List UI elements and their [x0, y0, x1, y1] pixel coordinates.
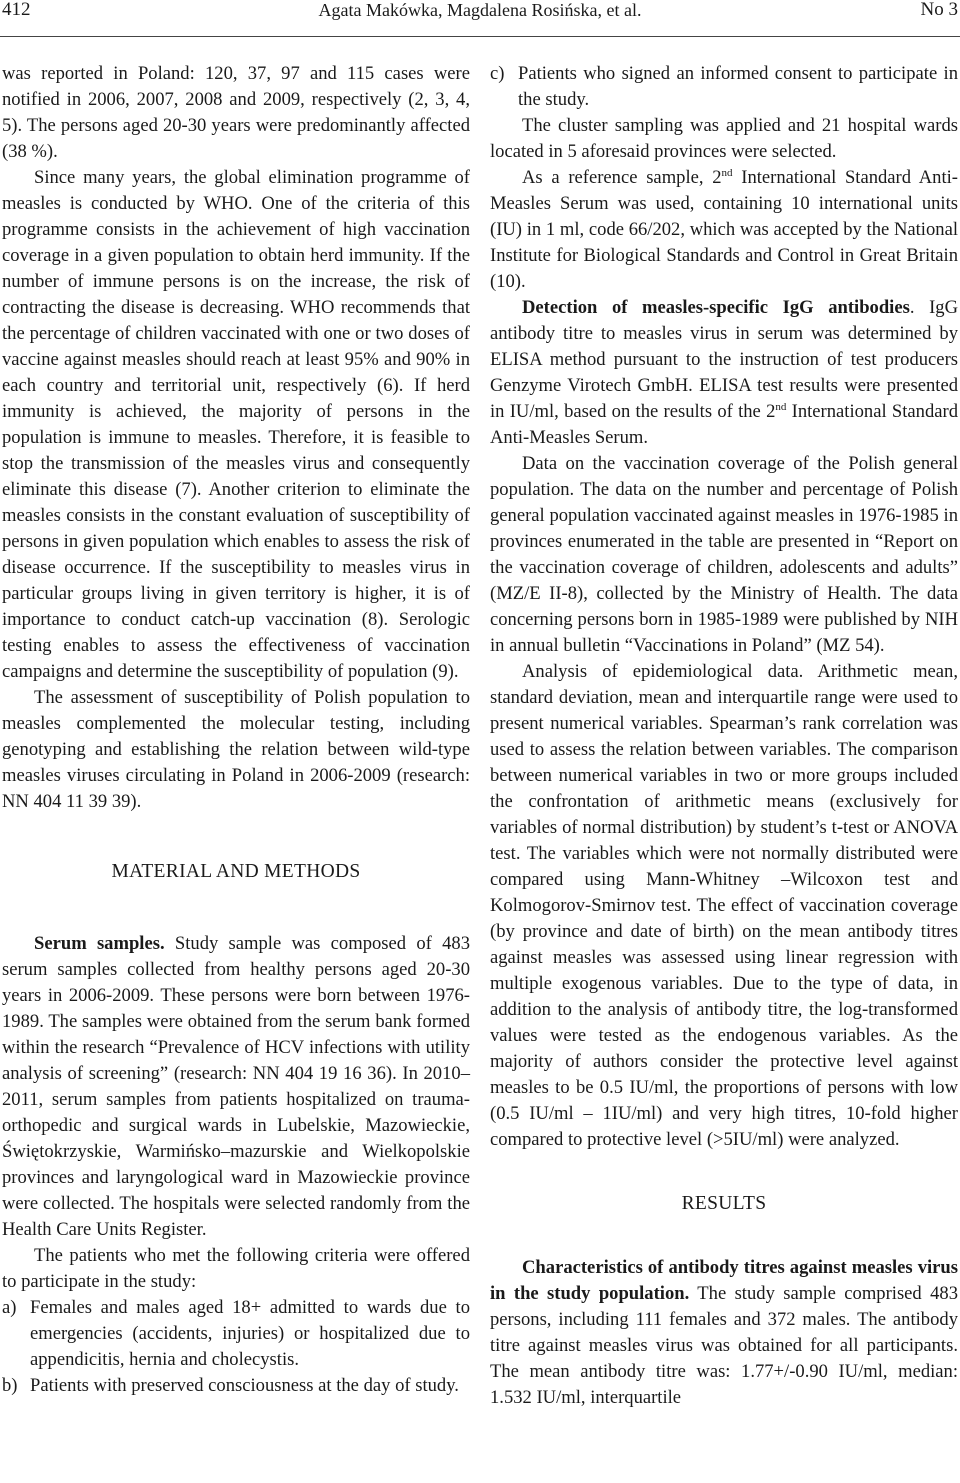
section-heading-results: RESULTS [681, 1193, 767, 1214]
page-number: 412 [2, 0, 31, 20]
list-text: Patients who signed an informed consent to participate in the study. [518, 63, 958, 110]
criteria-list-continued [490, 61, 958, 113]
paragraph [490, 165, 958, 295]
paragraph: The assessment of susceptibility of Polish population to measles complemented the molecular testing, including genotyping and establishing the relation between wild-type measles viruses circulating in Poland in 2006-2009 (research: NN 404 11 39 39). [2, 687, 470, 812]
superscript: nd [721, 166, 733, 179]
paragraph: Analysis of epidemiological data. Arithmetic mean, standard deviation, mean and interquartile range were used to present numerical variables. Spearman’s rank correlation was used to assess the relation between variables. The comparison between numerical variables in two or more groups included the confrontation of arithmetic means (exclusively for variables of normal distribution) by student’s t-test or ANOVA test. The variables which were not normally distributed were compared using Mann-Whitney –Wilcoxon test and Kolmogorov-Smirnov test. The effect of vaccination coverage (by province and date of birth) on the mean antibody titres against measles was assessed using linear regression with multiple exogenous variables. Due to the type of data, in addition to the analysis of antibody titre, the log-transformed values were tested as the endogenous variables. As the majority of authors consider the protective level against measles to be 0.5 IU/ml, the proportions of persons with low (0.5 IU/ml – 1IU/ml) and very high titres, 10-fold higher compared to protective level (>5IU/ml) were analyzed. [490, 661, 958, 1150]
paragraph: was reported in Poland: 120, 37, 97 and 115 cases were notified in 2006, 2007, 2008 and 2009, respectively (2, 3, 4, 5). The persons aged 20-30 years were predominantly affected (38 %). [2, 63, 470, 162]
paragraph: Since many years, the global elimination programme of measles is conducted by WHO. One of the criteria of this programme consists in the achievement of high vaccination coverage in a given population to obtain herd immunity. If the number of immune persons is on the increase, the risk of contracting the disease is decreasing. WHO recommends that the percentage of children vaccinated with one or two doses of vaccine against measles should reach at least 95% and 90% in each country and territorial unit, respectively (6). If herd immunity is achieved, the majority of persons in the population is immune to measles. Therefore, it is feasible to stop the transmission of the measles virus and consequently eliminate this disease (7). Another criterion to eliminate the measles consists in the constant evaluation of susceptibility of persons in given population which enables to assess the risk of disease occurrence. If the susceptibility to measles virus in particular groups living in given territory is higher, it is of importance to conduct catch-up vaccination (8). Serologic testing enables to assess the effectiveness of vaccination campaigns and determine the susceptibility of population (9). [2, 167, 470, 682]
running-authors: Agata Makówka, Magdalena Rosińska, et al. [318, 0, 642, 20]
left-column [2, 61, 470, 1399]
right-column [490, 61, 958, 1411]
list-text: Females and males aged 18+ admitted to wards due to emergencies (accidents, injuries) or hospitalized due to appendicitis, hernia and cholecystis. [30, 1297, 470, 1370]
run-in-heading: Characteristics of antibody titres against measles virus in the study population. [490, 1257, 958, 1304]
list-item [2, 1373, 470, 1399]
superscript: nd [775, 400, 787, 413]
criteria-list [2, 1295, 470, 1399]
paragraph-characteristics [490, 1255, 958, 1411]
paragraph: The patients who met the following criteria were offered to participate in the study: [2, 1245, 470, 1292]
list-text: Patients with preserved consciousness at the day of study. [30, 1375, 459, 1396]
run-in-heading: Detection of measles-specific IgG antibodies [522, 297, 910, 318]
run-in-heading: Serum samples. [34, 933, 165, 954]
paragraph-text: . IgG antibody titre to measles virus in serum was determined by ELISA method pursuant to the instruction of test producers Genzyme Virotech GmbH. ELISA test results were presented in IU/ml, based on the results of the 2 [490, 297, 959, 422]
list-label: a) [2, 1297, 17, 1318]
paragraph-text: Study sample was composed of 483 serum samples collected from healthy persons aged 20-30 years in 2006-2009. These persons were born between 1976-1989. The samples were obtained from the serum bank formed within the research “Prevalence of HCV infections with utility analysis of screening” (research: NN 404 19 16 36). In 2010–2011, serum samples from patients hospitalized on trauma-orthopedic and surgical wards in Lubelskie, Mazowieckie, Świętokrzyskie, Warmińsko–mazurskie and Wielkopolskie provinces and laryngological ward in Mazowieckie province were collected. The hospitals were selected randomly from the Health Care Units Register. [2, 933, 470, 1240]
running-header [0, 0, 960, 40]
issue-number: No 3 [920, 0, 958, 20]
list-item [2, 1295, 470, 1373]
paragraph-text: International Standard Anti-Measles Serum was used, containing 10 international units (IU) in 1 ml, code 66/202, which was accepted by the National Institute for Biological Standards and Control in Great Britain (10). [490, 167, 958, 292]
section-heading-methods: MATERIAL AND METHODS [111, 861, 361, 882]
header-rule [0, 36, 960, 37]
paragraph-text: The study sample comprised 483 persons, including 111 females and 372 males. The antibody titre against measles virus was obtained for all participants. The mean antibody titre was: 1.77+/-0.90 IU/ml, median: 1.532 IU/ml, interquartile [490, 1283, 958, 1408]
paragraph-serum-samples [2, 931, 470, 1243]
paragraph-detection [490, 295, 958, 451]
list-item [490, 61, 958, 113]
list-label: b) [2, 1375, 18, 1396]
paragraph-text: As a reference sample, 2 [522, 167, 722, 188]
paragraph: Data on the vaccination coverage of the Polish general population. The data on the number and percentage of Polish general population vaccinated against measles in 1976-1985 in provinces enumerated in the table are presented in “Report on the vaccination coverage of children, adolescents and adults” (MZ/E II-8), collected by the Ministry of Health. The data concerning persons born in 1985-1989 were published by NIH in annual bulletin “Vaccinations in Poland” (MZ 54). [490, 453, 958, 656]
paragraph: The cluster sampling was applied and 21 hospital wards located in 5 aforesaid provinces were selected. [490, 115, 958, 162]
paragraph-text: International Standard Anti-Measles Serum. [490, 401, 959, 448]
list-label: c) [490, 63, 505, 84]
